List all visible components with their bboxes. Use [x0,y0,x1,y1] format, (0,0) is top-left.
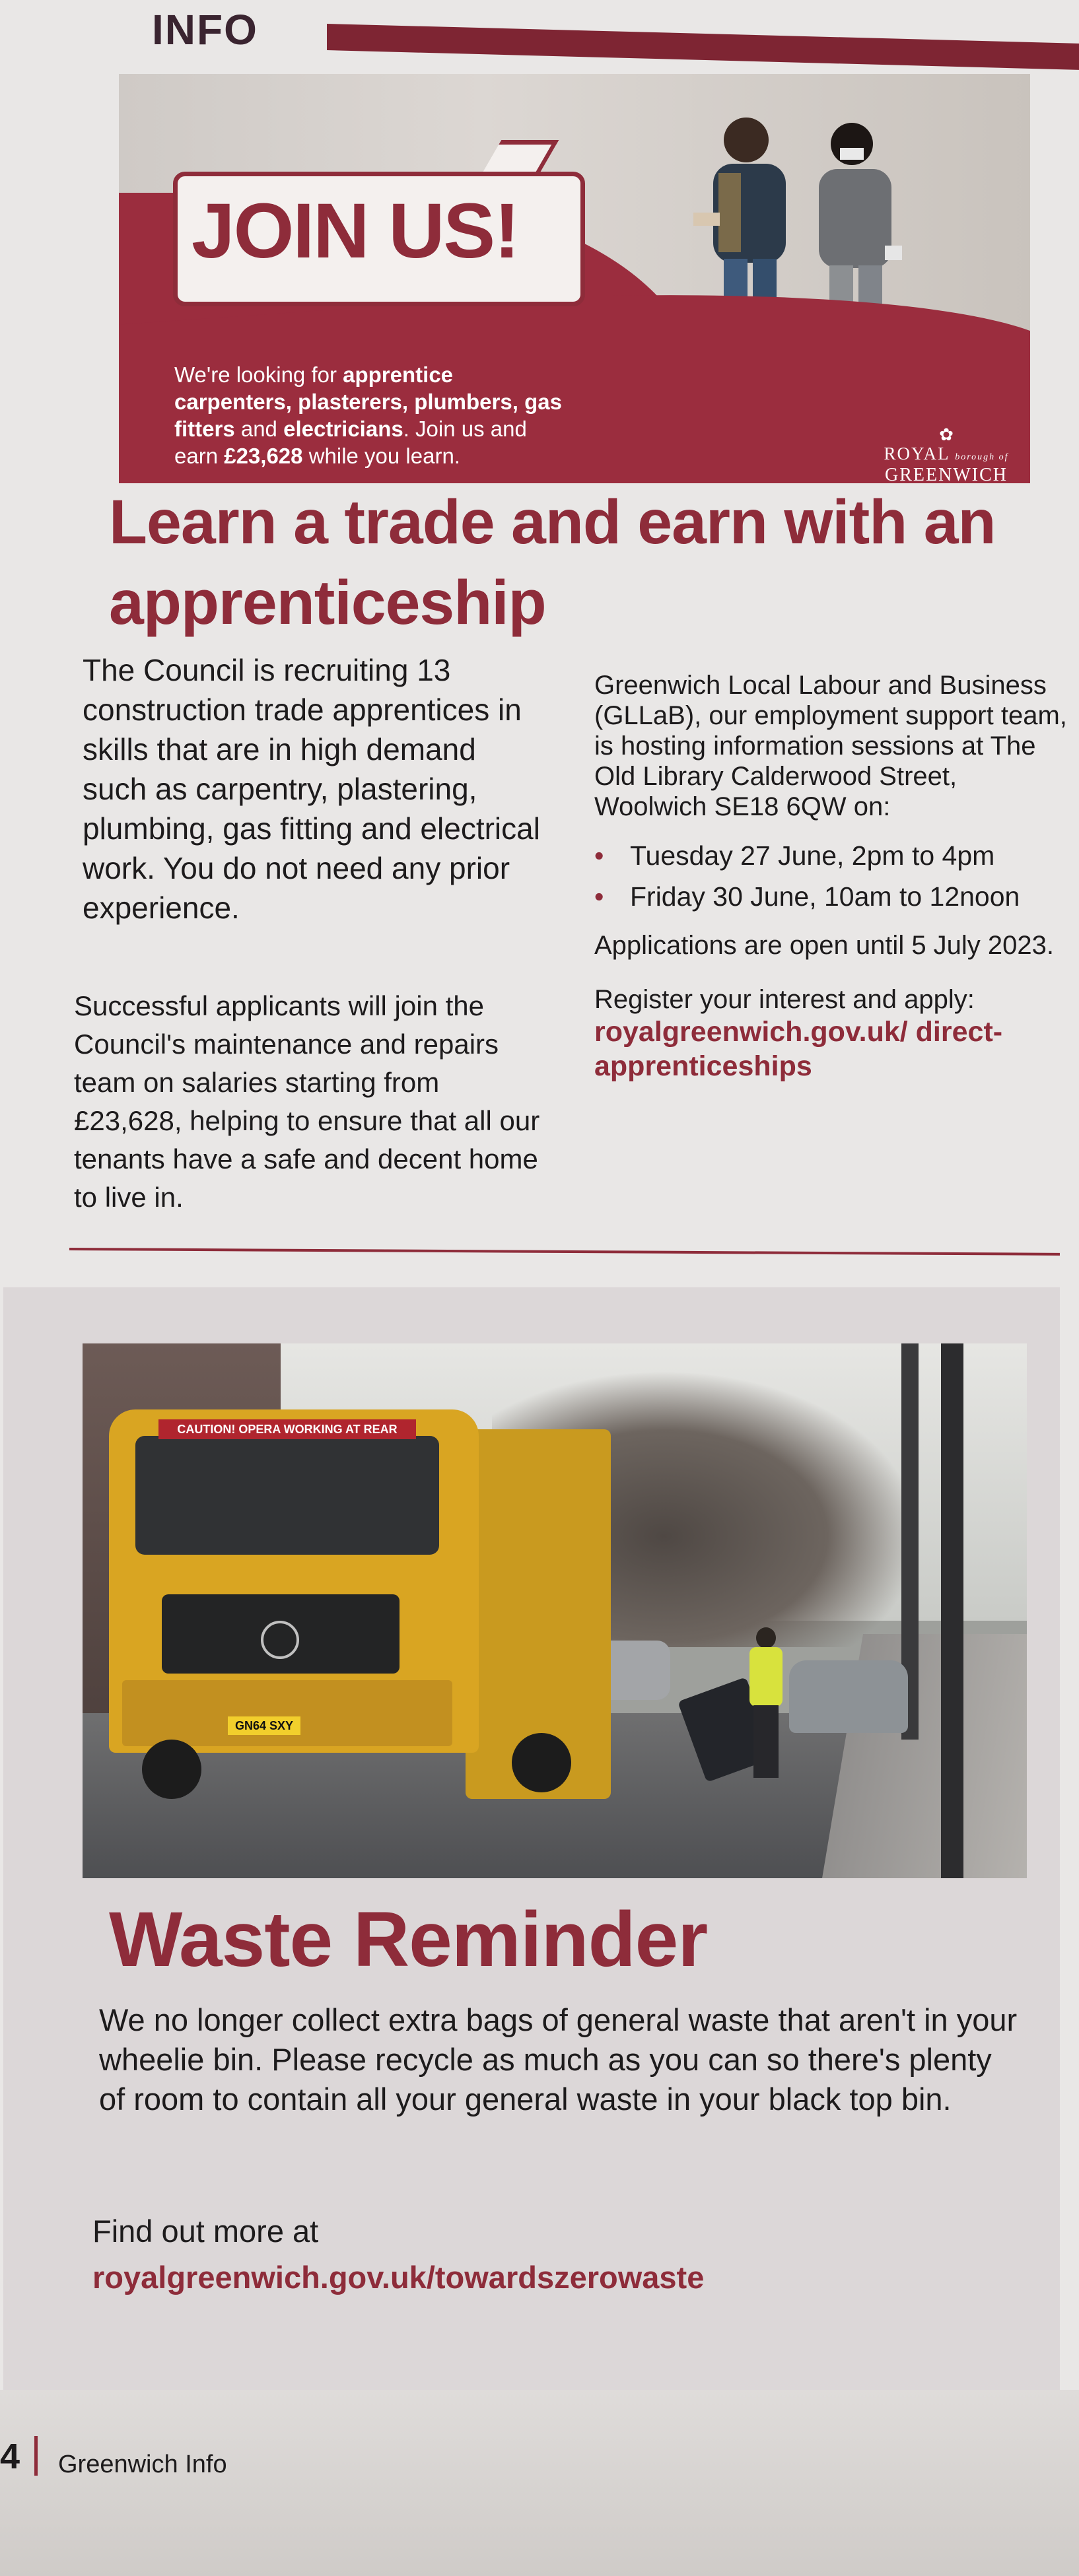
session-item [594,876,1070,917]
towards-zero-waste-link[interactable]: royalgreenwich.gov.uk/towardszerowaste [92,2260,705,2295]
caution-sign: CAUTION! OPERA WORKING AT REAR [158,1419,416,1439]
article-body-left: Successful applicants will join the Council's maintenance and repairs team on salaries starting from £23,628, helping to ensure that all our tenants have a safe and decent home to live in. [74,990,540,1213]
refuse-truck [96,1383,604,1806]
page-number: 4 [0,2437,20,2476]
waste-body: We no longer collect extra bags of general waste that aren't in your wheelie bin. Please recycle as much as you can so there's plenty of room to contain all your general waste in your black top bin. [99,2002,1018,2117]
footer-rule [34,2436,38,2476]
join-us-banner [119,74,1030,483]
hi-vis-vest [749,1647,783,1707]
session-item [594,835,1070,876]
apprenticeships-link[interactable]: royalgreenwich.gov.uk/ direct-apprenticeships [594,1016,1003,1082]
session-text: Tuesday 27 June, 2pm to 4pm [630,840,995,871]
banner-text-part: and [234,417,284,441]
banner-text-part: We're looking for [174,362,343,387]
truck-windscreen [135,1436,439,1555]
royal-greenwich-logo [877,425,1016,483]
register-text: Register your interest and apply: [594,985,975,1014]
session-text: Friday 30 June, 10am to 12noon [630,881,1020,912]
applications-deadline: Applications are open until 5 July 2023. [594,931,1055,960]
banner-title: JOIN US! [191,187,519,275]
truck-bumper [122,1680,452,1746]
logo-line-borough: borough of [955,452,1009,462]
bullet-icon: • [594,840,604,871]
crest-icon: ✿ [939,425,954,444]
banner-text-part: . Join us and earn [174,417,527,468]
register-block [594,984,1070,1083]
banner-text-electricians: electricians [283,417,403,441]
article-body-right [594,670,1070,1083]
photo-car [789,1660,908,1733]
banner-text [174,361,571,469]
truck-wheel [142,1740,201,1799]
banner-text-trades: apprentice carpenters, plasterers, plumbers, gas fitters [174,362,562,441]
section-label: INFO [152,6,258,53]
logo-line-royal: ROYAL [884,444,950,463]
article-lead: The Council is recruiting 13 construction trade apprentices in skills that are in high demand such as carpentry, plastering, plumbing, gas fitting and electrical work. You do not need any prior experience. [83,653,540,925]
banner-text-part: while you learn. [302,444,460,468]
section-divider [69,1248,1060,1256]
publication-name: Greenwich Info [58,2451,227,2478]
refuse-worker [743,1627,789,1779]
photo-pole [941,1343,963,1878]
truck-wheel [512,1733,571,1792]
waste-title: Waste Reminder [109,1896,708,1983]
banner-text-salary: £23,628 [224,444,303,468]
article-title: Learn a trade and earn with an apprenticeship [109,487,996,638]
info-sessions-intro: Greenwich Local Labour and Business (GLLaB), our employment support team, is hosting information sessions at The Old Library Calderwood Street, Woolwich SE18 6QW on: [594,671,1067,821]
session-list [594,835,1070,917]
page-bottom-shade [0,2390,1079,2576]
mercedes-badge-icon [261,1621,299,1659]
logo-line-greenwich: GREENWICH [885,465,1008,483]
number-plate: GN64 SXY [228,1716,300,1735]
header-rule [327,24,1079,70]
find-out-text: Find out more at [92,2214,319,2249]
waste-find-out-more [92,2208,1017,2301]
bullet-icon: • [594,881,604,912]
refuse-truck-photo [83,1343,1027,1878]
